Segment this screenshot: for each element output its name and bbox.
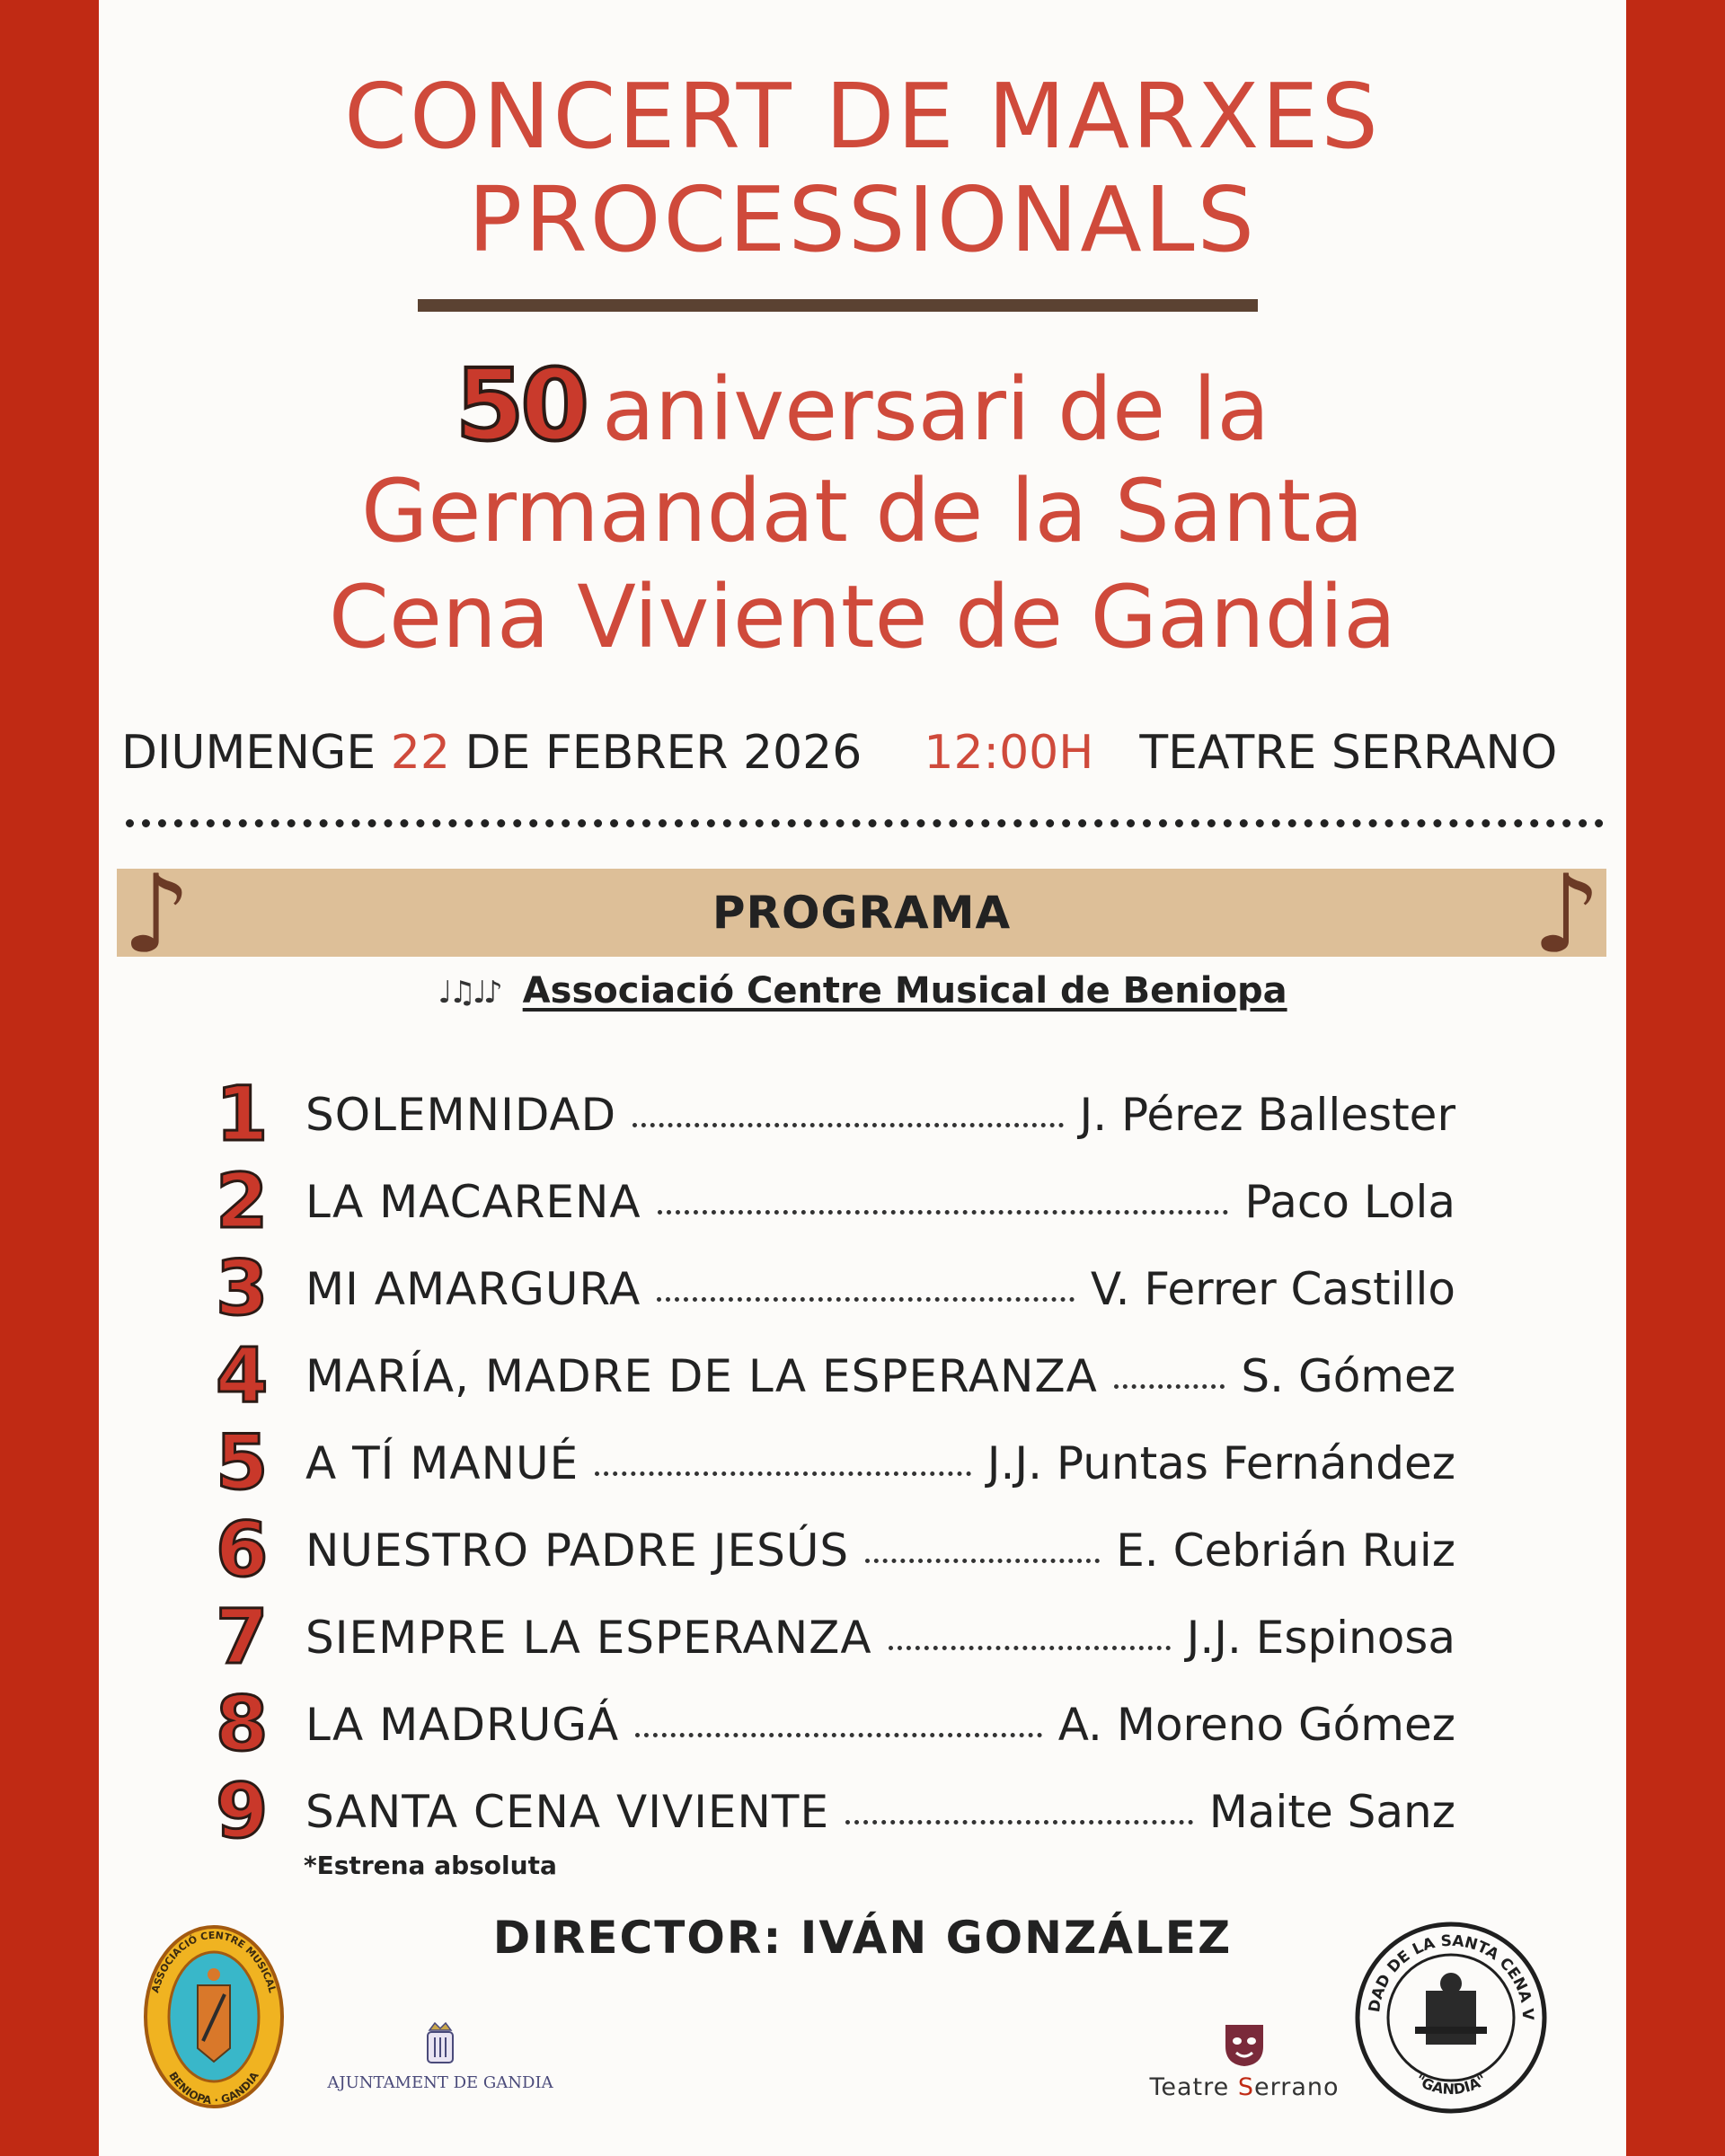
teatre-label-prefix: Teatre	[1149, 2073, 1238, 2101]
item-leader-dots	[635, 1733, 1041, 1737]
item-composer: J.J. Espinosa	[1186, 1611, 1455, 1664]
program-item	[216, 1507, 1455, 1594]
title-line-2: PROCESSIONALS	[467, 167, 1258, 272]
item-leader-dots	[889, 1646, 1171, 1650]
item-number: 5	[216, 1418, 269, 1507]
item-number: 6	[216, 1506, 269, 1594]
item-number: 2	[216, 1157, 269, 1245]
programa-title: PROGRAMA	[712, 887, 1012, 939]
event-day-number: 22	[390, 726, 450, 780]
performer-line	[99, 970, 1626, 1012]
item-composer: E. Cebrián Ruiz	[1116, 1524, 1455, 1577]
item-composer: J. Pérez Ballester	[1079, 1088, 1455, 1141]
subtitle-line-2: Germandat de la Santa	[361, 461, 1364, 561]
ajuntament-gandia-logo	[305, 2019, 575, 2100]
item-leader-dots	[595, 1471, 971, 1476]
director-credit: DIRECTOR: IVÁN GONZÁLEZ	[492, 1912, 1233, 1964]
item-title: SANTA CENA VIVIENTE	[305, 1785, 830, 1838]
music-note-icon: ♪	[122, 853, 191, 977]
assoc-logo-ring-text	[142, 1922, 286, 2111]
item-composer: Maite Sanz	[1208, 1785, 1455, 1838]
hermandad-seal-graphic	[1352, 1919, 1550, 2116]
event-time: 12:00H	[924, 726, 1094, 780]
item-title: SIEMPRE LA ESPERANZA	[305, 1611, 872, 1664]
theatre-mask-icon	[1216, 2019, 1272, 2070]
event-venue: TEATRE SERRANO	[1139, 726, 1558, 780]
program-item	[216, 1332, 1455, 1419]
item-title: A TÍ MANUÉ	[305, 1436, 579, 1489]
program-item	[216, 1594, 1455, 1681]
hermandad-seal-logo	[1352, 1919, 1550, 2116]
event-info	[121, 726, 1622, 780]
poster	[99, 0, 1626, 2156]
programa-band	[117, 853, 1606, 977]
item-leader-dots	[657, 1297, 1075, 1302]
item-title: MARÍA, MADRE DE LA ESPERANZA	[305, 1349, 1098, 1402]
music-notes-icon: ♩♫♩♪	[438, 975, 500, 1011]
teatre-serrano-logo	[1132, 2019, 1357, 2118]
music-note-icon: ♪	[1532, 853, 1601, 977]
item-leader-dots	[1114, 1384, 1225, 1389]
gandia-coat-of-arms-icon	[422, 2019, 458, 2070]
item-title: MI AMARGURA	[305, 1262, 641, 1315]
hermandad-ring-text: DAD DE LA SANTA CENA V	[1366, 1931, 1537, 2021]
program-item	[216, 1158, 1455, 1245]
performer-name: Associació Centre Musical de Beniopa	[522, 970, 1287, 1012]
item-composer: J.J. Puntas Fernández	[986, 1436, 1455, 1489]
anniversary-number: 50	[455, 348, 586, 463]
svg-text:ASSOCIACIÓ CENTRE MUSICAL	[149, 1930, 279, 1994]
svg-text:BENIOPA · GANDIA	[166, 2069, 261, 2107]
teatre-label-rest: errano	[1253, 2073, 1340, 2101]
program-item	[216, 1681, 1455, 1768]
assoc-ring-bottom-text: BENIOPA · GANDIA	[166, 2069, 261, 2107]
item-leader-dots	[632, 1123, 1063, 1127]
item-composer: S. Gómez	[1241, 1349, 1455, 1402]
item-number: 9	[216, 1767, 269, 1855]
assoc-ring-top-text: ASSOCIACIÓ CENTRE MUSICAL	[149, 1929, 279, 1994]
item-composer: V. Ferrer Castillo	[1090, 1262, 1455, 1315]
program-list	[216, 1071, 1455, 1855]
event-month-year: DE FEBRER 2026	[464, 726, 862, 780]
teatre-serrano-label	[1132, 2073, 1357, 2101]
teatre-label-accent: S	[1237, 2073, 1254, 2101]
program-item	[216, 1768, 1455, 1855]
item-number: 1	[216, 1070, 269, 1158]
event-day-label: DIUMENGE	[121, 726, 376, 780]
program-item	[216, 1419, 1455, 1507]
item-leader-dots	[658, 1210, 1229, 1215]
program-item	[216, 1071, 1455, 1158]
ajuntament-label: AJUNTAMENT DE GANDIA	[327, 2073, 553, 2092]
item-composer: Paco Lola	[1244, 1175, 1455, 1228]
subtitle-line-3: Cena Viviente de Gandia	[328, 567, 1397, 667]
program-item	[216, 1245, 1455, 1332]
subtitle-line-1	[99, 348, 1626, 463]
item-composer: A. Moreno Gómez	[1057, 1698, 1455, 1751]
item-leader-dots	[845, 1820, 1193, 1825]
item-title: SOLEMNIDAD	[305, 1088, 617, 1141]
item-number: 8	[216, 1680, 269, 1768]
premiere-note: *Estrena absoluta	[304, 1851, 557, 1880]
item-number: 3	[216, 1244, 269, 1332]
hermandad-bottom-text: "GANDIA"	[1411, 2071, 1491, 2099]
dotted-divider	[126, 819, 1604, 827]
title-divider	[418, 299, 1258, 312]
item-number: 4	[216, 1331, 269, 1419]
subtitle-line-1-text: aniversari de la	[601, 359, 1270, 460]
title-line-1: CONCERT DE MARXES	[344, 64, 1381, 169]
item-number: 7	[216, 1593, 269, 1681]
item-title: LA MACARENA	[305, 1175, 641, 1228]
item-title: LA MADRUGÁ	[305, 1698, 620, 1751]
item-title: NUESTRO PADRE JESÚS	[305, 1524, 850, 1577]
item-leader-dots	[865, 1559, 1100, 1563]
